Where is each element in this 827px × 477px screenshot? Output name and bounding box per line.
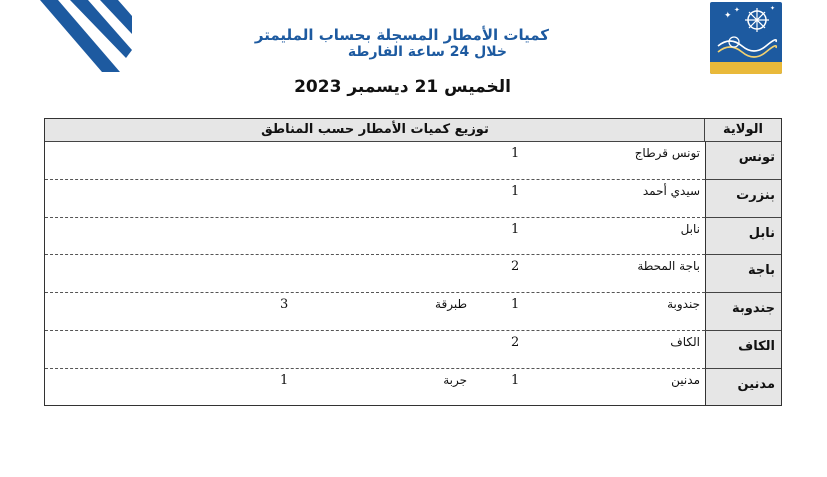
rainfall-value: 1 <box>511 183 520 199</box>
station-name: جربة <box>443 372 467 387</box>
station-name: سيدي أحمد <box>642 183 700 198</box>
station-name: مدنين <box>671 372 700 387</box>
station-name: نابل <box>680 221 700 236</box>
page-subtitle: خلال 24 ساعة الفارطة <box>347 44 507 60</box>
rainfall-value: 2 <box>511 335 520 350</box>
station-name: الكاف <box>670 335 700 349</box>
governorate-name: الكاف <box>738 339 775 354</box>
governorate-name: نابل <box>748 225 775 241</box>
station-name: جندوبة <box>667 297 700 312</box>
rainfall-value: 1 <box>511 146 520 161</box>
station-name: تونس قرطاج <box>634 146 700 160</box>
rainfall-value: 2 <box>511 259 520 275</box>
rainfall-value: 1 <box>511 372 520 388</box>
institute-logo <box>710 2 782 74</box>
station-name: باجة المحطة <box>637 259 700 274</box>
rainfall-value: 1 <box>280 372 289 388</box>
governorate-header: الولاية <box>704 119 781 141</box>
rainfall-value: 1 <box>511 297 520 313</box>
svg-text:✦: ✦ <box>770 5 776 12</box>
rainfall-value: 1 <box>511 221 520 237</box>
distribution-header: توزيع كميات الأمطار حسب المناطق <box>261 122 489 137</box>
governorate-name: جندوبة <box>731 301 775 317</box>
svg-text:✦: ✦ <box>734 6 740 14</box>
diagonal-stripes-icon <box>40 0 135 80</box>
rainfall-value: 3 <box>280 297 289 313</box>
station-name: طبرقة <box>435 297 467 312</box>
report-date: الخميس 21 ديسمبر 2023 <box>294 77 511 97</box>
table-row <box>45 293 781 331</box>
svg-text:✦: ✦ <box>724 11 732 21</box>
table-header <box>45 119 781 142</box>
page-title: كميات الأمطار المسجلة بحساب المليمتر <box>254 26 549 44</box>
rainfall-table <box>44 118 782 406</box>
table-row <box>45 369 781 405</box>
table-row <box>45 255 781 293</box>
governorate-name: باجة <box>747 263 775 279</box>
governorate-name: مدنين <box>737 376 775 392</box>
table-row <box>45 331 781 369</box>
governorate-name: بنزرت <box>736 187 775 203</box>
governorate-name: تونس <box>738 150 775 165</box>
table-row <box>45 218 781 256</box>
table-row <box>45 142 781 180</box>
table-row <box>45 180 781 218</box>
